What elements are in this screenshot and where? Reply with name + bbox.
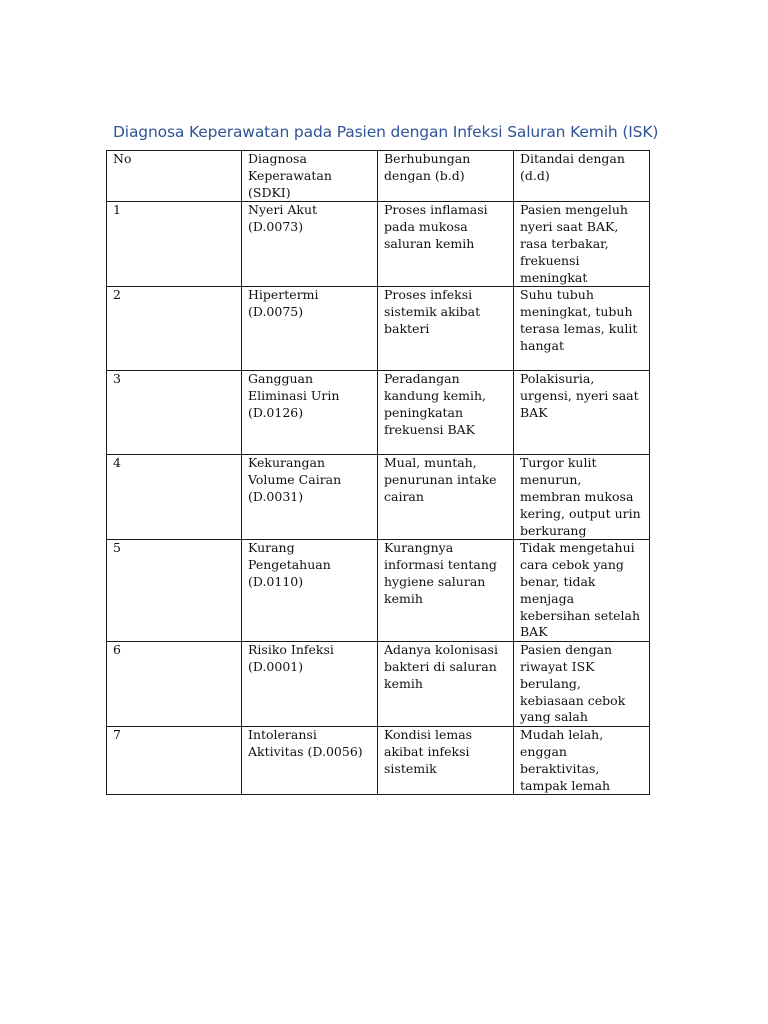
header-cell-no: No xyxy=(107,151,242,202)
cell-berhubungan: Proses inflamasi pada mukosa saluran kemih xyxy=(378,202,514,287)
cell-diagnosa: Risiko Infeksi (D.0001) xyxy=(242,642,378,727)
cell-ditandai: Turgor kulit menurun, membran mukosa kering, output urin berkurang xyxy=(514,455,650,540)
cell-no: 3 xyxy=(107,371,242,455)
diagnosis-table xyxy=(106,150,650,795)
cell-no: 5 xyxy=(107,540,242,642)
cell-ditandai: Suhu tubuh meningkat, tubuh terasa lemas, kulit hangat xyxy=(514,287,650,371)
cell-no: 1 xyxy=(107,202,242,287)
cell-berhubungan: Mual, muntah, penurunan intake cairan xyxy=(378,455,514,540)
cell-no: 6 xyxy=(107,642,242,727)
cell-diagnosa: Kurang Pengetahuan (D.0110) xyxy=(242,540,378,642)
cell-ditandai: Mudah lelah, enggan beraktivitas, tampak lemah xyxy=(514,727,650,795)
cell-berhubungan: Adanya kolonisasi bakteri di saluran kemih xyxy=(378,642,514,727)
cell-berhubungan: Kondisi lemas akibat infeksi sistemik xyxy=(378,727,514,795)
cell-diagnosa: Intoleransi Aktivitas (D.0056) xyxy=(242,727,378,795)
cell-diagnosa: Kekurangan Volume Cairan (D.0031) xyxy=(242,455,378,540)
table-header-row xyxy=(107,151,650,202)
table-row xyxy=(107,727,650,795)
table-row xyxy=(107,287,650,371)
table-row xyxy=(107,540,650,642)
cell-berhubungan: Proses infeksi sistemik akibat bakteri xyxy=(378,287,514,371)
cell-no: 7 xyxy=(107,727,242,795)
cell-no: 2 xyxy=(107,287,242,371)
table-row xyxy=(107,455,650,540)
cell-ditandai: Pasien dengan riwayat ISK berulang, kebiasaan cebok yang salah xyxy=(514,642,650,727)
header-cell-diagnosa: Diagnosa Keperawatan (SDKI) xyxy=(242,151,378,202)
cell-berhubungan: Kurangnya informasi tentang hygiene saluran kemih xyxy=(378,540,514,642)
cell-diagnosa: Gangguan Eliminasi Urin (D.0126) xyxy=(242,371,378,455)
table-row xyxy=(107,202,650,287)
cell-ditandai: Tidak mengetahui cara cebok yang benar, tidak menjaga kebersihan setelah BAK xyxy=(514,540,650,642)
header-cell-berhubungan: Berhubungan dengan (b.d) xyxy=(378,151,514,202)
table-row xyxy=(107,642,650,727)
header-cell-ditandai: Ditandai dengan (d.d) xyxy=(514,151,650,202)
table-row xyxy=(107,371,650,455)
cell-no: 4 xyxy=(107,455,242,540)
cell-berhubungan: Peradangan kandung kemih, peningkatan frekuensi BAK xyxy=(378,371,514,455)
cell-diagnosa: Nyeri Akut (D.0073) xyxy=(242,202,378,287)
cell-ditandai: Pasien mengeluh nyeri saat BAK, rasa terbakar, frekuensi meningkat xyxy=(514,202,650,287)
document-title: Diagnosa Keperawatan pada Pasien dengan Infeksi Saluran Kemih (ISK) xyxy=(113,123,659,141)
cell-ditandai: Polakisuria, urgensi, nyeri saat BAK xyxy=(514,371,650,455)
cell-diagnosa: Hipertermi (D.0075) xyxy=(242,287,378,371)
